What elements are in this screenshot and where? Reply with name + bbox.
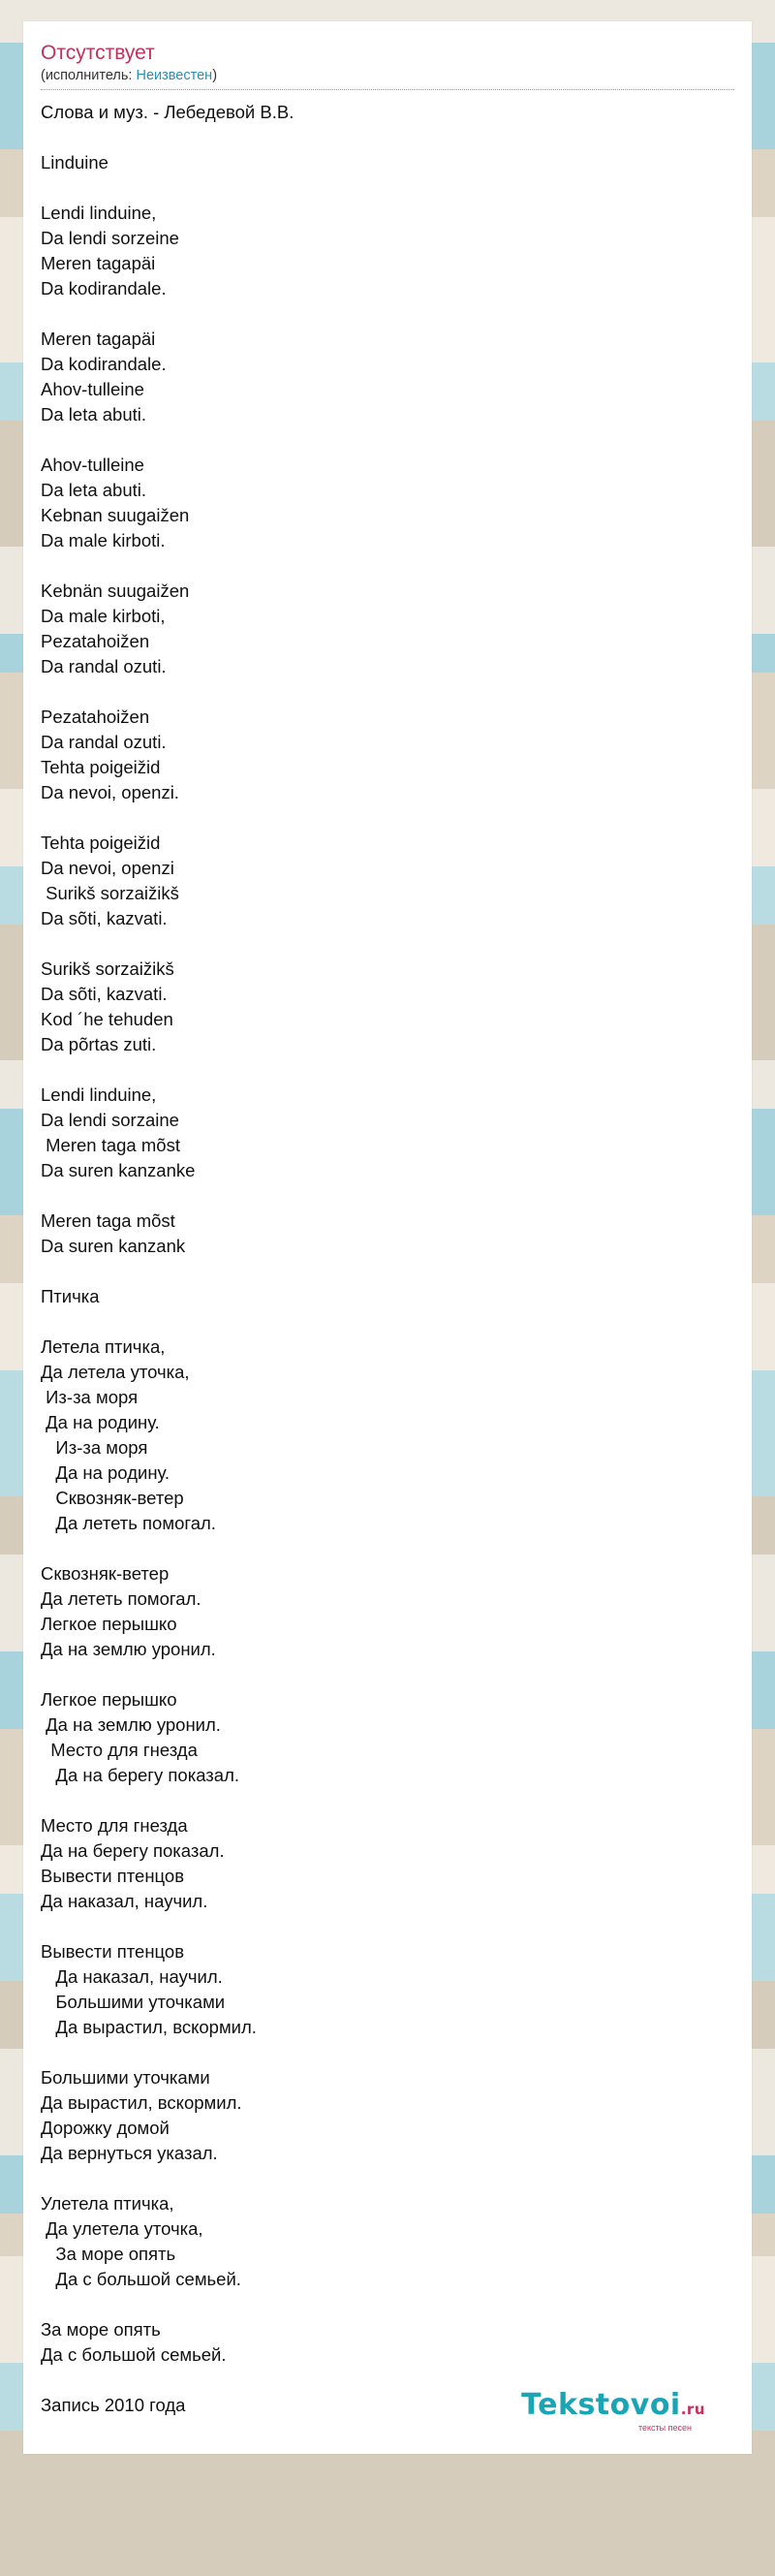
lyric-line: Вывести птенцов [41, 1866, 185, 1886]
lyric-line: Da randal ozuti. [41, 732, 167, 752]
artist-line [41, 67, 734, 84]
lyric-line: Da suren kanzanke [41, 1160, 196, 1180]
lyric-line: Место для гнезда [41, 1815, 188, 1836]
song-header [23, 21, 752, 90]
lyric-line: Da suren kanzank [41, 1236, 186, 1256]
lyric-line: Da kodirandale. [41, 278, 167, 298]
lyric-line: Surikš sorzaižikš [41, 883, 179, 903]
lyric-line: Da male kirboti, [41, 606, 166, 626]
lyric-line: Да улетела уточка, [41, 2218, 203, 2239]
lyric-line: Da lendi sorzaine [41, 1110, 179, 1130]
lyric-line: Da leta abuti. [41, 404, 147, 424]
blank-line [41, 2166, 752, 2191]
lyric-line: Большими уточками [41, 1992, 226, 2012]
lyric-line: Ahov-tulleine [41, 379, 144, 399]
logo-wordmark [521, 2390, 705, 2425]
lyrics-text [41, 100, 752, 2418]
blank-line [41, 427, 752, 453]
song-title: Отсутствует [41, 42, 155, 64]
lyric-line: Meren tagapäi [41, 329, 156, 349]
lyric-line: Да лететь помогал. [41, 1513, 216, 1533]
lyric-line: Surikš sorzaižikš [41, 958, 174, 979]
lyric-line: Сквозняк-ветер [41, 1563, 170, 1584]
lyric-line: Да на родину. [41, 1462, 170, 1483]
blank-line [41, 1662, 752, 1687]
blank-line [41, 1914, 752, 1939]
logo-main-text: Tekstovoi [521, 2388, 681, 2422]
lyric-line: Сквозняк-ветер [41, 1488, 184, 1508]
lyric-line: Lendi linduine, [41, 203, 157, 223]
lyric-line: Да на берегу показал. [41, 1840, 225, 1861]
lyric-line: Da randal ozuti. [41, 656, 167, 676]
logo-tagline: тексты песен [637, 2423, 692, 2433]
artist-link[interactable]: Неизвестен [136, 68, 213, 83]
lyric-line: Kebnan suugaižen [41, 505, 190, 525]
lyric-line: Вывести птенцов [41, 1941, 185, 1962]
lyric-line: Птичка [41, 1286, 100, 1306]
lyric-line: Легкое перышко [41, 1614, 177, 1634]
lyric-line: Из-за моря [41, 1437, 148, 1458]
lyric-line: Ahov-tulleine [41, 455, 144, 475]
lyric-line: Да летела уточка, [41, 1362, 190, 1382]
lyric-line: Kod ´he tehuden [41, 1009, 173, 1029]
lyric-line: Да лететь помогал. [41, 1588, 202, 1609]
blank-line [41, 301, 752, 327]
lyric-line: Meren tagapäi [41, 253, 156, 273]
lyric-line: Pezatahoižen [41, 707, 150, 727]
lyric-line: Летела птичка, [41, 1336, 166, 1357]
blank-line [41, 1536, 752, 1561]
lyric-line: Da lendi sorzeine [41, 228, 179, 248]
lyric-line: За море опять [41, 2319, 161, 2340]
lyric-line: Да на берегу показал. [41, 1765, 240, 1785]
lyric-line: Tehta poigeižid [41, 832, 161, 853]
lyric-line: Kebnän suugaižen [41, 581, 190, 601]
lyric-line: Да вырастил, вскормил. [41, 2017, 257, 2037]
blank-line [41, 175, 752, 201]
lyric-line: Да наказал, научил. [41, 1966, 223, 1987]
lyric-line: Da sõti, kazvati. [41, 984, 168, 1004]
lyric-line: Да наказал, научил. [41, 1891, 208, 1911]
artist-suffix: ) [212, 68, 218, 83]
blank-line [41, 805, 752, 831]
lyric-line: Да на землю уронил. [41, 1639, 216, 1659]
blank-line [41, 1183, 752, 1209]
lyric-line: Meren taga mõst [41, 1135, 180, 1155]
lyric-line: Tehta poigeižid [41, 757, 161, 777]
lyric-line: Слова и муз. - Лебедевой В.В. [41, 102, 294, 122]
lyric-line: Легкое перышко [41, 1689, 177, 1710]
lyric-line: Lendi linduine, [41, 1084, 157, 1105]
lyric-line: За море опять [41, 2244, 176, 2264]
lyric-line: Da sõti, kazvati. [41, 908, 168, 928]
blank-line [41, 2040, 752, 2065]
lyric-line: Да на землю уронил. [41, 1714, 221, 1735]
blank-line [41, 1057, 752, 1083]
blank-line [41, 1259, 752, 1284]
artist-prefix: (исполнитель: [41, 68, 137, 83]
lyric-line: Запись 2010 года [41, 2395, 186, 2415]
lyric-line: Linduine [41, 152, 108, 173]
lyric-line: Да на родину. [41, 1412, 160, 1432]
blank-line [41, 553, 752, 579]
lyric-line: Улетела птичка, [41, 2193, 174, 2214]
site-logo[interactable] [521, 2390, 705, 2433]
lyric-line: Da leta abuti. [41, 480, 147, 500]
lyric-line: Да вернуться указал. [41, 2143, 218, 2163]
lyric-line: Da nevoi, openzi. [41, 782, 179, 802]
lyric-line: Большими уточками [41, 2067, 210, 2088]
lyric-line: Дорожку домой [41, 2118, 170, 2138]
blank-line [41, 1309, 752, 1335]
lyric-line: Pezatahoižen [41, 631, 150, 651]
logo-domain-suffix: .ru [680, 2401, 705, 2418]
lyric-line: Meren taga mõst [41, 1210, 175, 1231]
blank-line [41, 2292, 752, 2317]
lyric-line: Да вырастил, вскормил. [41, 2092, 242, 2113]
lyric-line: Место для гнезда [41, 1740, 198, 1760]
blank-line [41, 931, 752, 957]
blank-line [41, 1788, 752, 1813]
lyric-line: Da kodirandale. [41, 354, 167, 374]
lyrics-card [23, 21, 752, 2454]
lyric-line: Да с большой семьей. [41, 2344, 227, 2365]
lyric-line: Из-за моря [41, 1387, 139, 1407]
lyric-line: Da nevoi, openzi [41, 858, 174, 878]
lyric-line: Da põrtas zuti. [41, 1034, 157, 1054]
lyric-line: Da male kirboti. [41, 530, 166, 550]
blank-line [41, 125, 752, 150]
header-divider [41, 89, 734, 90]
lyric-line: Да с большой семьей. [41, 2269, 241, 2289]
blank-line [41, 679, 752, 705]
